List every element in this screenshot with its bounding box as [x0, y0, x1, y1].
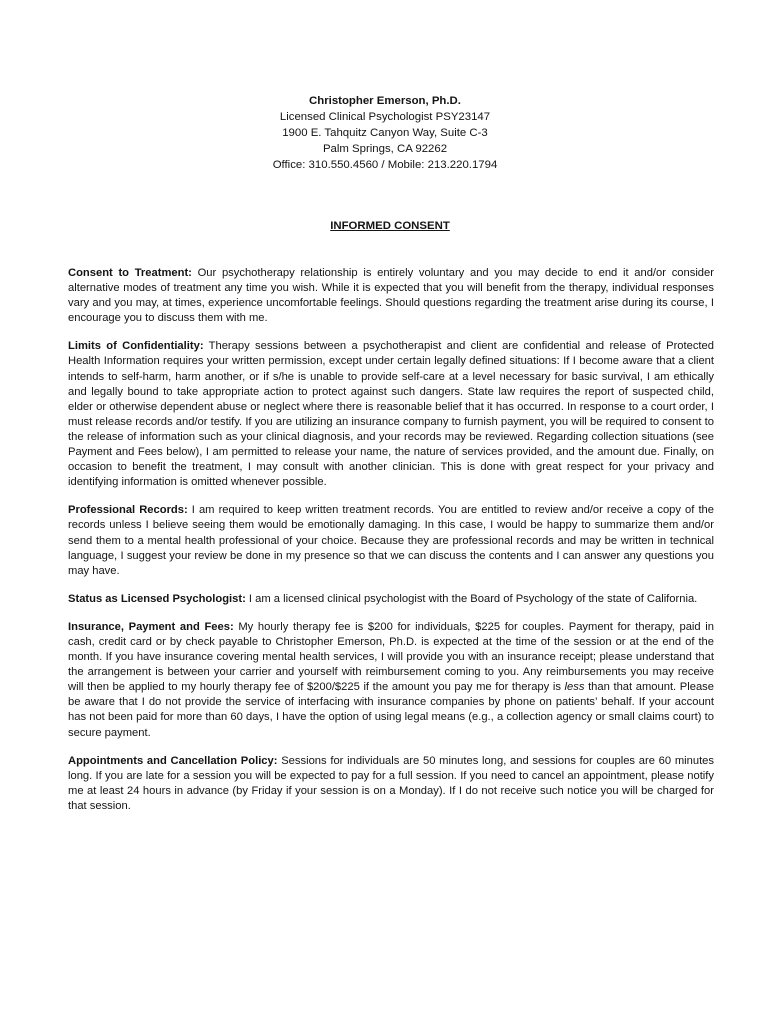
consent-text: Our psychotherapy relationship is entirely voluntary and you may decide to end it and/or consider alternative modes of treatment any time you wish. While it is expected that you will benefit from the therapy, individual responses vary and you may, at times, experience uncomfortable feelings. Should questions regarding the treatment arise during its course, I encourage you to discuss them with me.	[68, 267, 714, 325]
letterhead	[0, 93, 770, 173]
consent-section	[68, 266, 714, 326]
confidentiality-heading: Limits of Confidentiality:	[68, 340, 204, 353]
status-section	[68, 592, 714, 607]
license-line: Licensed Clinical Psychologist PSY23147	[279, 111, 491, 123]
address-line-2: Palm Springs, CA 92262	[322, 143, 448, 155]
confidentiality-section	[68, 339, 714, 490]
document-title: INFORMED CONSENT	[330, 220, 450, 232]
consent-heading: Consent to Treatment:	[68, 267, 192, 279]
fees-text-before: My hourly therapy fee is $200 for individuals, $225 for couples. Payment for therapy, paid in cash, credit card or by check payable to Christopher Emerson, Ph.D. is expected at the time of the session or at the end of the month. If you have insurance covering mental health services, I will provide you with an insurance receipt; please understand that the arrangement is between your carrier and yourself with reimbursement coming to you. Any reimbursements you may receive will then be applied to my hourly therapy fee of $200/$225 if the amount you pay me for therapy is	[68, 620, 714, 694]
appointments-section	[68, 754, 714, 814]
address-line-1: 1900 E. Tahquitz Canyon Way, Suite C-3	[282, 127, 488, 139]
practitioner-name: Christopher Emerson, Ph.D.	[309, 95, 461, 107]
status-heading: Status as Licensed Psychologist:	[68, 592, 246, 605]
phone-line: Office: 310.550.4560 / Mobile: 213.220.1794	[272, 159, 498, 171]
records-heading: Professional Records:	[68, 504, 188, 517]
fees-section	[68, 620, 714, 741]
status-text: I am a licensed clinical psychologist with the Board of Psychology of the state of California.	[245, 592, 698, 605]
confidentiality-text: Therapy sessions between a psychotherapist and client are confidential and release of Protected Health Information requires your written permission, except under certain legally defined situations: If I become aware that a client intends to self-harm, harm another, or if s/he is unable to provide self-care at a level necessary for basic survival, I am ethically and legally bound to take appropriate action to protect against such dangers. State law requires the report of suspected child, elder or otherwise dependent abuse or neglect where there is reasonable belief that it has occurred. In response to a court order, I must release records and/or testify. If you are utilizing an insurance company to furnish payment, you will be required to consent to the release of information such as your clinical diagnosis, and your records may be reviewed. Regarding collection situations (see Payment and Fees below), I am permitted to release your name, the nature of services provided, and the amount due. Finally, on occasion to benefit the treatment, I may consult with another clinician. This is done with great respect for your privacy and identifying information is omitted whenever possible.	[68, 340, 714, 489]
fees-text-after: than that amount. Please be aware that I do not provide the service of interfacing with insurance companies by phone on patients’ behalf. If your account has not been paid for more than 60 days, I have the option of using legal means (e.g., a collection agency or small claims court) to secure payment.	[68, 681, 714, 739]
document-body	[68, 266, 714, 827]
fees-emphasis: less	[564, 681, 585, 694]
records-text: I am required to keep written treatment records. You are entitled to review and/or receive a copy of the records unless I believe seeing them would be emotionally damaging. In this case, I would be happy to summarize them and/or send them to a mental health professional of your choice. Because they are professional records and may be written in technical language, I suggest your review be done in my presence so that we can discuss the contents and I can answer any questions you may have.	[68, 504, 714, 577]
appointments-text: Sessions for individuals are 50 minutes long, and sessions for couples are 60 minutes long. If you are late for a session you will be expected to pay for a full session. If you need to cancel an appointment, please notify me at least 24 hours in advance (by Friday if your session is on a Monday). If I do not receive such notice you will be charged for that session.	[68, 754, 714, 812]
appointments-heading: Appointments and Cancellation Policy:	[68, 754, 278, 767]
records-section	[68, 503, 714, 578]
fees-heading: Insurance, Payment and Fees:	[68, 620, 234, 633]
